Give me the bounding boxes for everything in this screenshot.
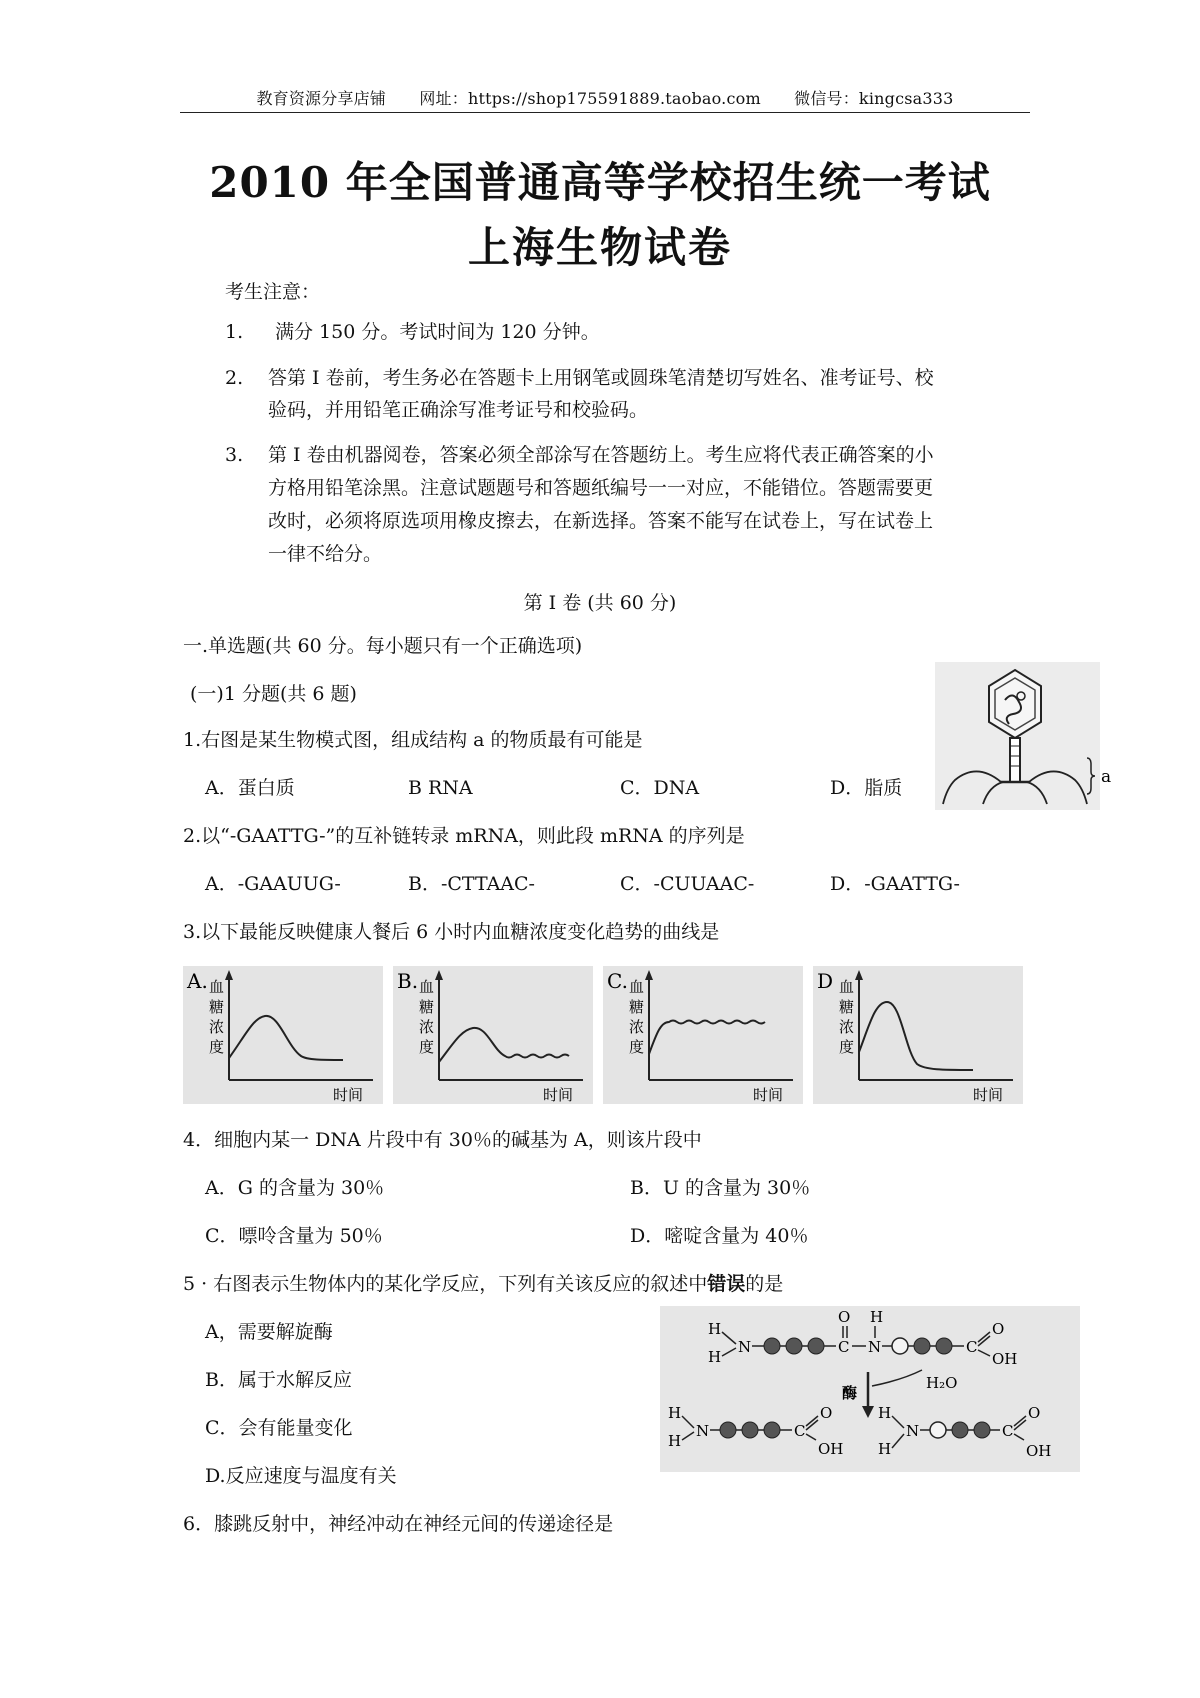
graph-d-letter: D bbox=[817, 969, 834, 993]
atom-c: C bbox=[1002, 1422, 1014, 1440]
graph-d-ylabel: 血 bbox=[839, 978, 855, 996]
question-2-stem: 2.以“-GAATTG-”的互补链转录 mRNA，则此段 mRNA 的序列是 bbox=[183, 825, 745, 847]
question-5-stem bbox=[183, 1274, 783, 1294]
graph-a-letter: A. bbox=[187, 969, 208, 993]
graph-c bbox=[603, 966, 803, 1104]
header-url: 网址：https://shop175591889.taobao.com bbox=[419, 89, 761, 108]
atom-n: N bbox=[696, 1422, 710, 1440]
graph-d bbox=[813, 966, 1023, 1104]
atom-h: H bbox=[878, 1404, 892, 1422]
graph-b-xlabel: 时间 bbox=[543, 1086, 574, 1104]
atom-h: H bbox=[708, 1320, 722, 1338]
q2-option-b: B．-CTTAAC- bbox=[408, 873, 535, 895]
atom-o: O bbox=[1028, 1404, 1041, 1422]
graph-a-ylabel: 血 bbox=[209, 978, 225, 996]
page-header bbox=[180, 86, 1030, 109]
enzyme-label: 酶 bbox=[842, 1384, 858, 1402]
question-3-stem: 3.以下最能反映健康人餐后 6 小时内血糖浓度变化趋势的曲线是 bbox=[183, 921, 720, 943]
q2-option-d: D．-GAATTG- bbox=[830, 873, 960, 895]
graph-b bbox=[393, 966, 593, 1104]
q5-option-a: A，需要解旋酶 bbox=[205, 1321, 333, 1343]
question-6-stem: 6．膝跳反射中，神经冲动在神经元间的传递途径是 bbox=[183, 1513, 614, 1535]
atom-h: H bbox=[708, 1348, 722, 1366]
notice-line: 满分 150 分。考试时间为 120 分钟。 bbox=[275, 321, 600, 343]
q5-option-d: D.反应速度与温度有关 bbox=[205, 1465, 397, 1487]
graph-c-ylabel: 糖 bbox=[629, 998, 645, 1016]
graph-c-xlabel: 时间 bbox=[753, 1086, 784, 1104]
graph-a-xlabel: 时间 bbox=[333, 1086, 364, 1104]
graph-d-ylabel: 糖 bbox=[839, 998, 855, 1016]
q4-option-a: A．G 的含量为 30％ bbox=[205, 1177, 385, 1199]
group-oh: OH bbox=[818, 1440, 844, 1458]
graph-b-letter: B. bbox=[397, 969, 419, 993]
atom-h: H bbox=[668, 1404, 682, 1422]
exam-title: 2010 年全国普通高等学校招生统一考试 bbox=[209, 158, 991, 207]
q2-option-c: C．-CUUAAC- bbox=[620, 873, 755, 895]
header-divider bbox=[180, 112, 1030, 113]
header-wechat: 微信号：kingcsa333 bbox=[794, 89, 954, 108]
q4-option-d: D．嘧啶含量为 40％ bbox=[630, 1225, 809, 1247]
atom-n: N bbox=[906, 1422, 920, 1440]
q1-option-c: C．DNA bbox=[620, 777, 700, 799]
graph-b-ylabel: 浓 bbox=[419, 1018, 435, 1036]
graph-a-ylabel: 浓 bbox=[209, 1018, 225, 1036]
atom-h: H bbox=[870, 1308, 884, 1326]
q5-option-c: C．会有能量变化 bbox=[205, 1417, 353, 1439]
q2-option-a: A．-GAAUUG- bbox=[205, 873, 341, 895]
question-4-stem: 4．细胞内某一 DNA 片段中有 30％的碱基为 A，则该片段中 bbox=[183, 1129, 702, 1151]
atom-o: O bbox=[820, 1404, 833, 1422]
q4-option-b: B．U 的含量为 30％ bbox=[630, 1177, 811, 1199]
graph-c-letter: C. bbox=[607, 969, 628, 993]
atom-h: H bbox=[878, 1440, 892, 1458]
notice-line: 答第 Ⅰ 卷前，考生务必在答题卡上用钢笔或圆珠笔清楚切写姓名、准考证号、校 bbox=[268, 367, 934, 389]
notice-num: 3. bbox=[225, 444, 244, 466]
q5-stem-post: 的是 bbox=[745, 1273, 784, 1295]
graph-d-ylabel: 度 bbox=[839, 1038, 855, 1056]
graph-a-ylabel: 糖 bbox=[209, 998, 225, 1016]
atom-h: H bbox=[668, 1432, 682, 1450]
notice-num: 1. bbox=[225, 321, 244, 343]
atom-n: N bbox=[868, 1338, 882, 1356]
notice-line: 一律不给分。 bbox=[268, 543, 383, 565]
atom-c: C bbox=[966, 1338, 978, 1356]
phage-label-a: a bbox=[1101, 767, 1112, 787]
notice-num: 2. bbox=[225, 367, 244, 389]
subpart-heading: (一)1 分题(共 6 题) bbox=[190, 683, 357, 705]
group-oh: OH bbox=[1026, 1442, 1052, 1460]
dipeptide-hydrolysis-diagram bbox=[660, 1306, 1080, 1472]
graph-b-ylabel: 糖 bbox=[419, 998, 435, 1016]
q4-option-c: C．嘌呤含量为 50％ bbox=[205, 1225, 383, 1247]
notice-heading: 考生注意： bbox=[225, 281, 321, 303]
graph-b-ylabel: 度 bbox=[419, 1038, 435, 1056]
graph-d-ylabel: 浓 bbox=[839, 1018, 855, 1036]
water-label: H₂O bbox=[926, 1374, 958, 1392]
notice-line: 第 Ⅰ 卷由机器阅卷，答案必须全部涂写在答题纺上。考生应将代表正确答案的小 bbox=[268, 444, 934, 466]
graph-c-ylabel: 血 bbox=[629, 978, 645, 996]
q5-stem-pre: 5 · 右图表示生物体内的某化学反应，下列有关该反应的叙述中 bbox=[183, 1273, 708, 1295]
q1-option-d: D．脂质 bbox=[830, 777, 903, 799]
atom-o: O bbox=[992, 1320, 1005, 1338]
phage-diagram bbox=[935, 662, 1120, 812]
notice-line: 验码，并用铅笔正确涂写准考证号和校验码。 bbox=[268, 399, 649, 421]
graph-a-ylabel: 度 bbox=[209, 1038, 225, 1056]
graph-c-ylabel: 浓 bbox=[629, 1018, 645, 1036]
q5-stem-bold: 错误 bbox=[707, 1273, 746, 1295]
q1-option-b: B RNA bbox=[408, 777, 473, 799]
notice-line: 改时，必须将原选项用橡皮擦去，在新选择。答案不能写在试卷上，写在试卷上 bbox=[268, 510, 934, 532]
q5-option-b: B．属于水解反应 bbox=[205, 1369, 352, 1391]
atom-o: O bbox=[838, 1308, 851, 1326]
exam-subtitle: 上海生物试卷 bbox=[467, 223, 732, 272]
header-shop: 教育资源分享店铺 bbox=[256, 89, 387, 108]
group-oh: OH bbox=[992, 1350, 1018, 1368]
graph-a bbox=[183, 966, 383, 1104]
q1-option-a: A．蛋白质 bbox=[205, 777, 295, 799]
graph-c-ylabel: 度 bbox=[629, 1038, 645, 1056]
section-title: 第 Ⅰ 卷 (共 60 分) bbox=[523, 592, 677, 614]
notice-line: 方格用铅笔涂黑。注意试题题号和答题纸编号一一对应，不能错位。答题需要更 bbox=[268, 477, 934, 499]
graph-d-xlabel: 时间 bbox=[973, 1086, 1004, 1104]
question-1-stem: 1.右图是某生物模式图，组成结构 a 的物质最有可能是 bbox=[183, 729, 643, 751]
part-heading: 一.单选题(共 60 分。每小题只有一个正确选项) bbox=[183, 635, 583, 657]
atom-n: N bbox=[738, 1338, 752, 1356]
graph-b-ylabel: 血 bbox=[419, 978, 435, 996]
atom-c: C bbox=[838, 1338, 850, 1356]
atom-c: C bbox=[794, 1422, 806, 1440]
